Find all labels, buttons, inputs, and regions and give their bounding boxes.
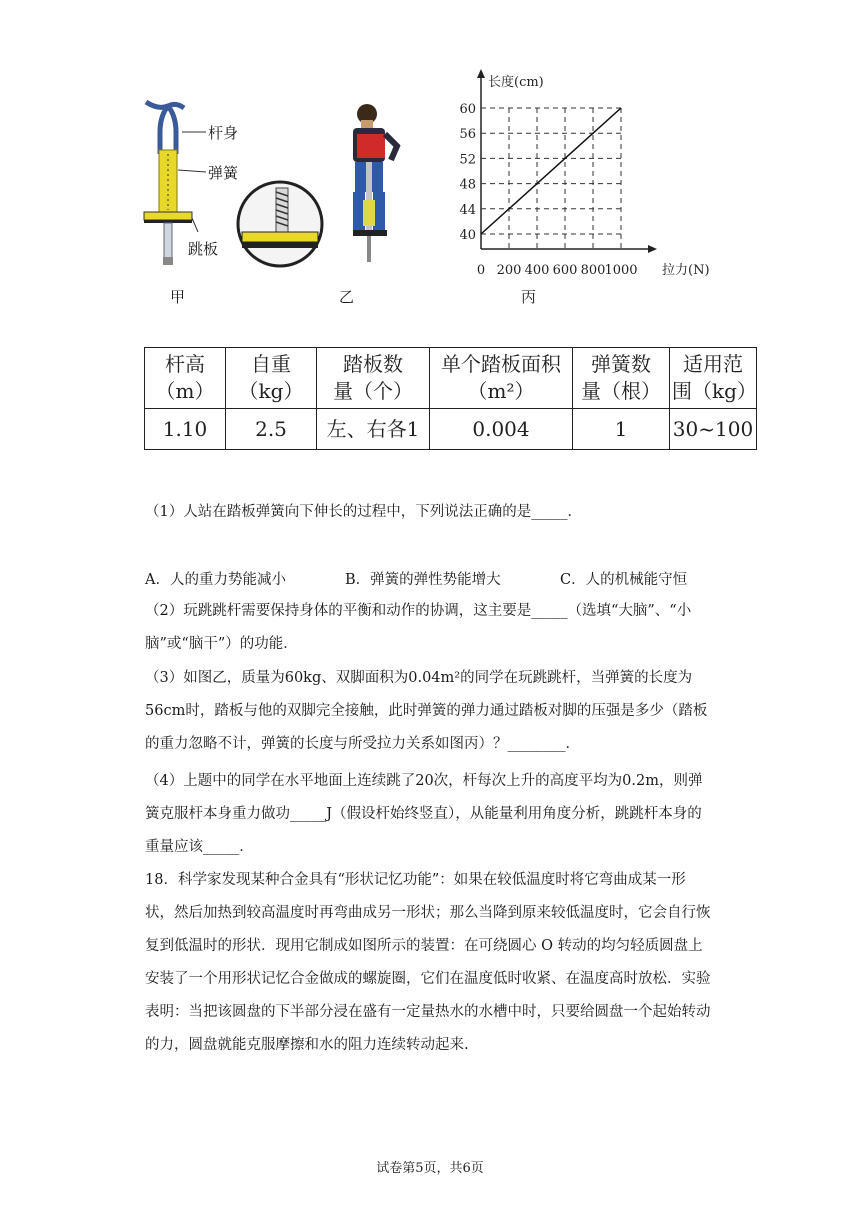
length-force-chart bbox=[450, 66, 730, 286]
table-cell: 1 bbox=[573, 409, 670, 450]
x-tick-label: 200 bbox=[496, 263, 522, 278]
page-footer: 试卷第5页，共6页 bbox=[376, 1161, 484, 1176]
x-axis-label: 拉力(N) bbox=[662, 263, 710, 278]
header-cell: 弹簧数 量（根） bbox=[573, 348, 670, 409]
x-axis-arrow bbox=[648, 245, 657, 253]
x-tick-label: 1000 bbox=[604, 263, 638, 278]
y-tick-label: 56 bbox=[459, 127, 476, 143]
x-tick-label: 0 bbox=[476, 263, 486, 278]
table-cell: 1.10 bbox=[145, 409, 226, 450]
question-1: （1）人站在踏板弹簧向下伸长的过程中，下列说法正确的是_____． bbox=[145, 504, 582, 520]
y-axis-label: 长度(cm) bbox=[488, 75, 544, 90]
y-tick-label: 44 bbox=[459, 202, 476, 218]
series-line bbox=[481, 108, 621, 234]
table-cell: 0.004 bbox=[430, 409, 573, 450]
table-cell: 2.5 bbox=[226, 409, 317, 450]
question-18: 18．科学家发现某种合金具有“形状记忆功能”：如果在较低温度时将它弯曲成某一形状，然后加热到较高温度时再弯曲成另一形状；那么当降到原来较低温度时，它会自行恢复到低温时的形状．现用它制成如图所示的装置：在可绕圆心 O 转动的均匀轻质圆盘上安装了一个用形状记忆合金做成的螺旋圈，它们在温度低时收紧、在温度高时放松．实验表明：当把该圆盘的下半部分浸在盛有一定量热水的水槽中时，只要给圆盘一个起始转动的力，圆盘就能克服摩擦和水的阻力连续转动起来. bbox=[145, 872, 711, 1053]
y-tick-label: 52 bbox=[459, 152, 476, 168]
x-tick-label: 800 bbox=[580, 263, 606, 278]
callout-spring: 弹簧 bbox=[208, 164, 239, 182]
child-on-pogo-stick-drawing bbox=[345, 100, 405, 270]
y-tick-label: 40 bbox=[459, 228, 476, 243]
figure-yi bbox=[345, 100, 405, 270]
q1-option-b: B．弹簧的弹性势能增大 bbox=[345, 572, 501, 588]
question-2: （2）玩跳跳杆需要保持身体的平衡和动作的协调，这主要是_____（选填“大脑”、“小脑”或“脑干”）的功能． bbox=[145, 603, 692, 652]
figure-label-yi: 乙 bbox=[339, 288, 355, 306]
callout-pedal: 跳板 bbox=[188, 240, 219, 258]
header-cell: 杆高 （m） bbox=[145, 348, 226, 409]
header-cell: 适用范 围（kg） bbox=[670, 348, 757, 409]
header-cell: 自重 （kg） bbox=[226, 348, 317, 409]
q1-option-c: C．人的机械能守恒 bbox=[560, 572, 688, 588]
y-tick-label: 48 bbox=[459, 177, 476, 193]
table-row bbox=[145, 409, 757, 450]
table-cell: 左、右各1 bbox=[317, 409, 430, 450]
y-tick-label: 60 bbox=[459, 102, 476, 117]
figure-bing bbox=[450, 66, 730, 286]
header-cell: 单个踏板面积 （m²） bbox=[430, 348, 573, 409]
header-cell: 踏板数 量（个） bbox=[317, 348, 430, 409]
y-axis-arrow bbox=[477, 69, 485, 78]
q1-option-a: A．人的重力势能减小 bbox=[145, 572, 286, 588]
spec-table bbox=[144, 347, 757, 450]
question-4: （4）上题中的同学在水平地面上连续跳了20次，杆每次上升的高度平均为0.2m，则弹簧克服杆本身重力做功_____J（假设杆始终竖直），从能量利用角度分析，跳跳杆本身的重量应该_____． bbox=[145, 773, 703, 855]
x-tick-label: 600 bbox=[552, 263, 578, 278]
question-3: （3）如图乙，质量为60kg、双脚面积为0.04m²的同学在玩跳跳杆，当弹簧的长度为56cm时，踏板与他的双脚完全接触，此时弹簧的弹力通过踏板对脚的压强是多少（踏板的重力忽略不计，弹簧的长度与所受拉力关系如图丙）？________． bbox=[145, 670, 708, 752]
callout-rod: 杆身 bbox=[208, 124, 239, 142]
figure-label-bing: 丙 bbox=[521, 288, 537, 306]
table-cell: 30~100 bbox=[670, 409, 757, 450]
table-header-row bbox=[145, 348, 757, 409]
x-tick-label: 400 bbox=[524, 263, 550, 278]
figure-label-jia: 甲 bbox=[170, 288, 186, 306]
